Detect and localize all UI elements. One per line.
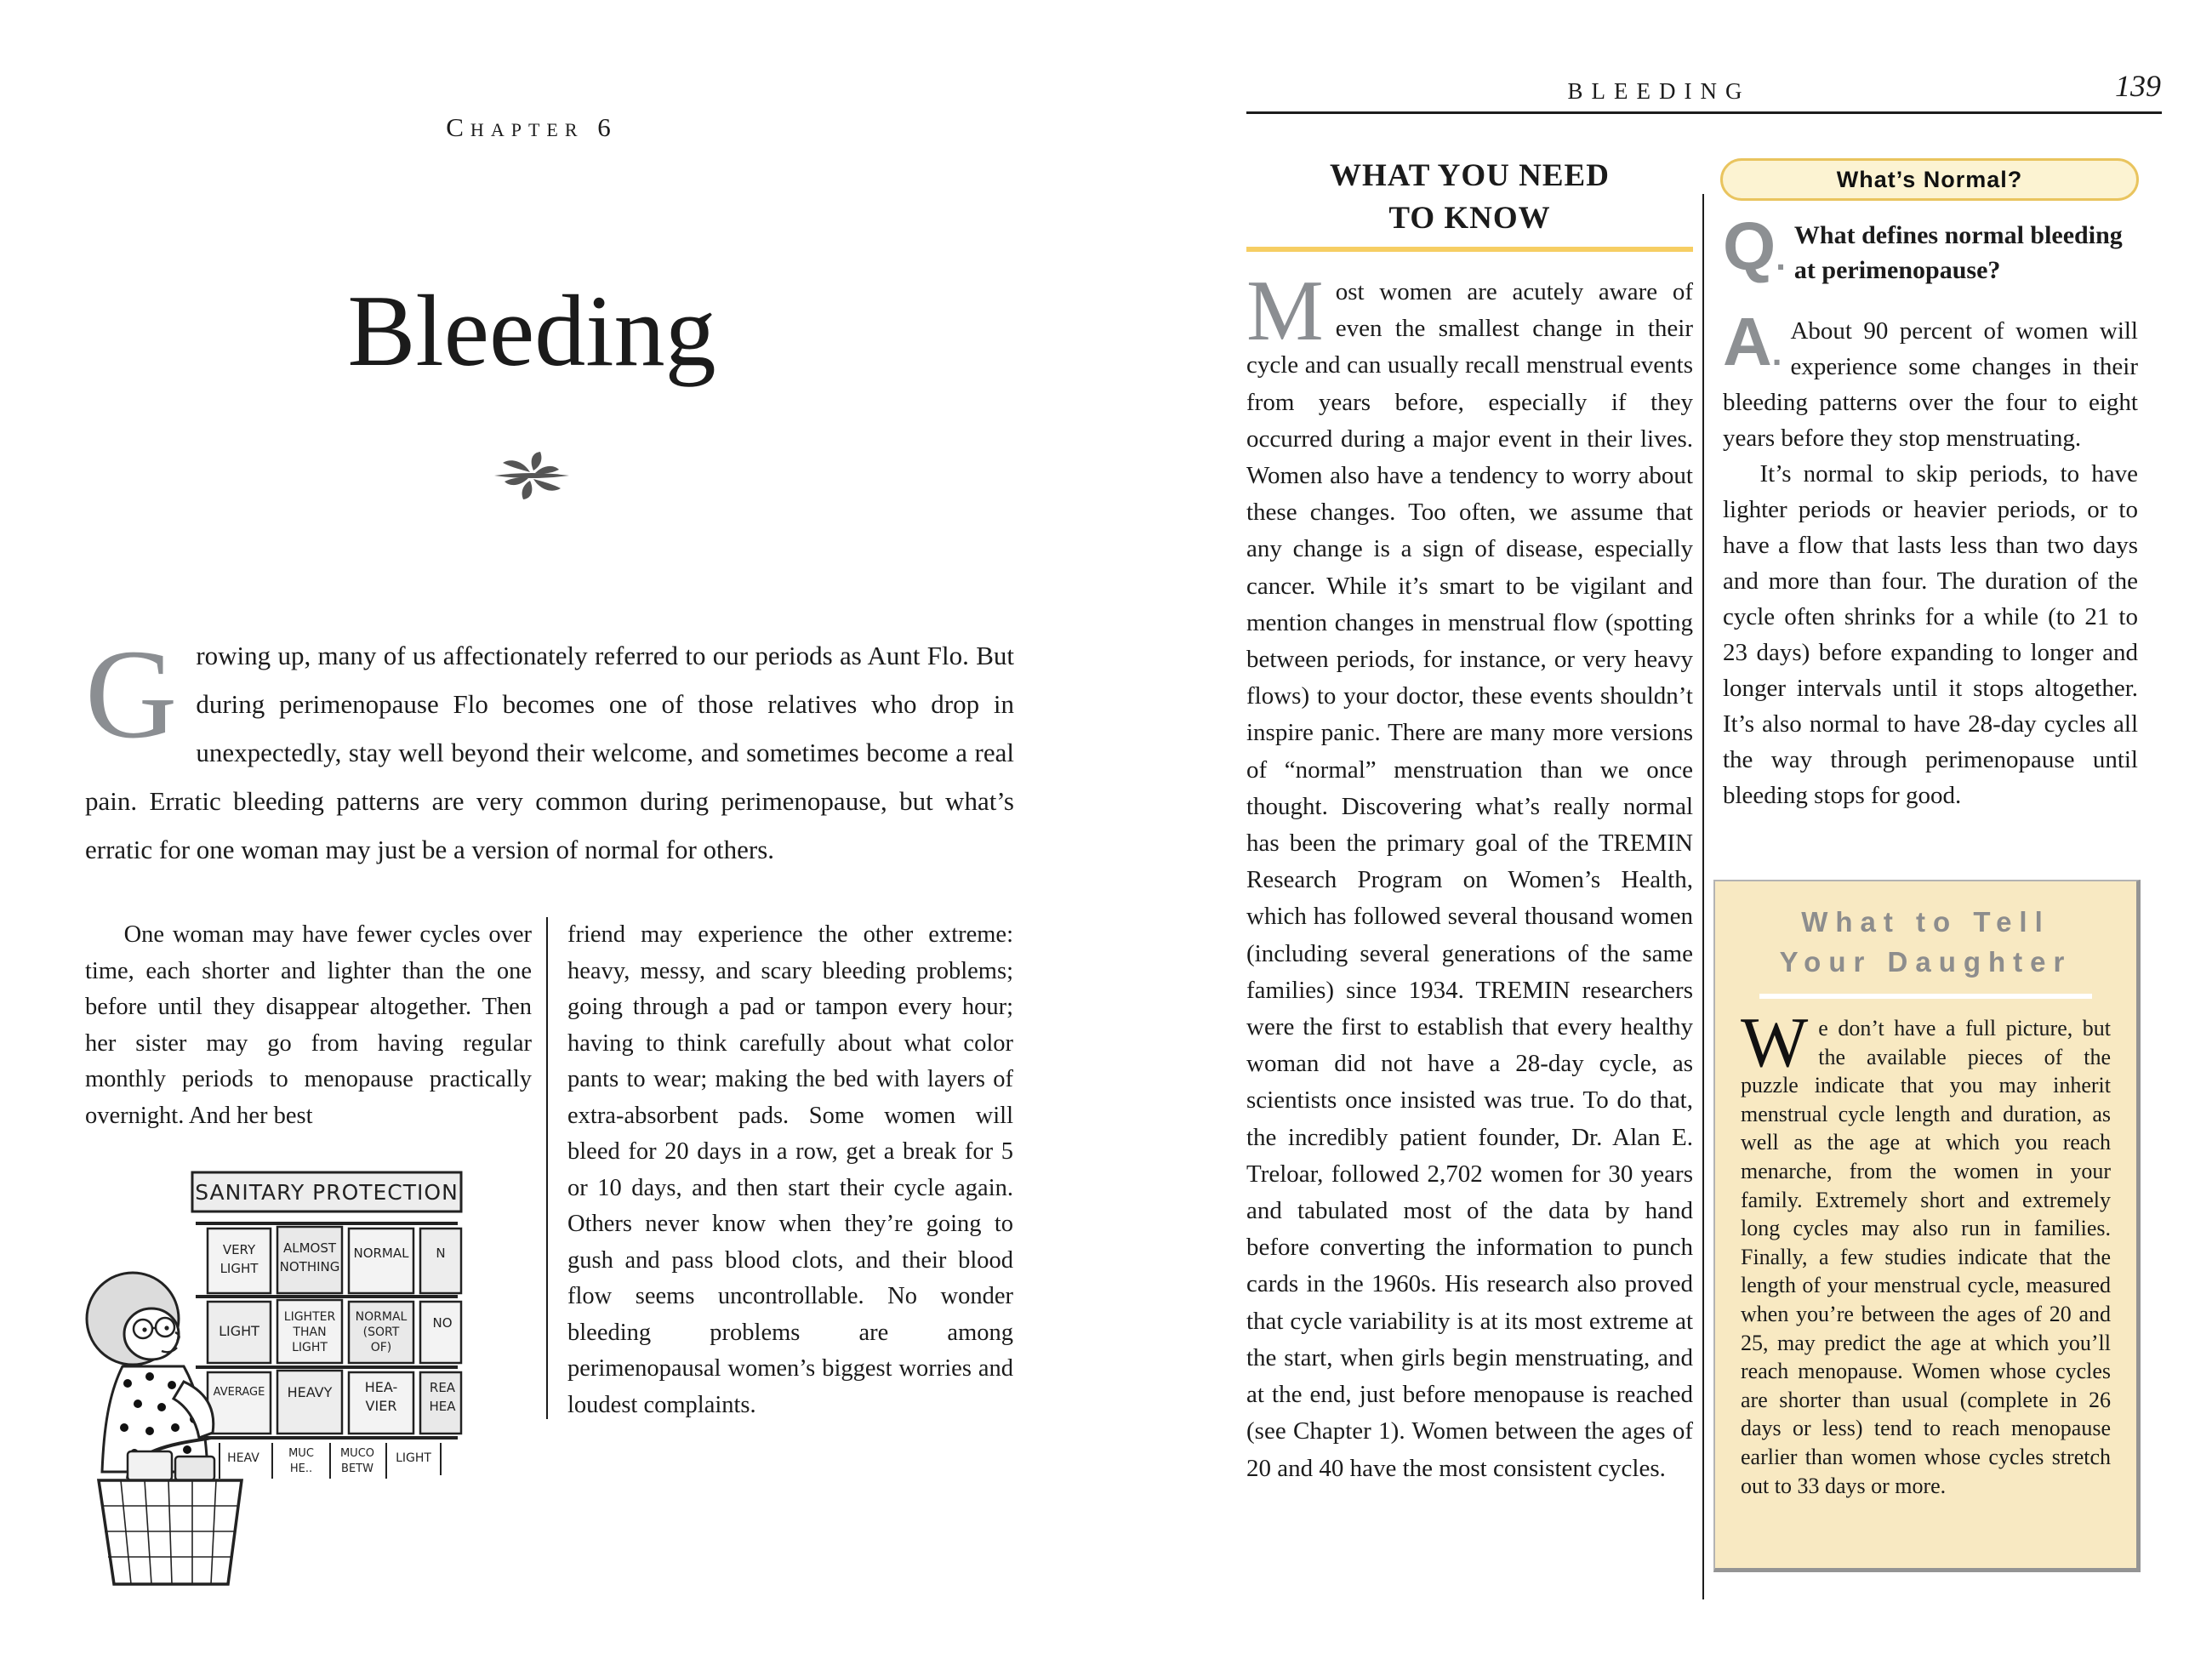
intro-text: rowing up, many of us affectionately referred to our periods as Aunt Flo. But during perimenopause Flo becomes one of those relatives who drop in unexpectedly, stay well beyond their welcome, and sometimes become a real pain. Erratic bleeding patterns are very common during perimenopause, but what’s erratic for one woman may just be a version of normal for others.: [85, 641, 1014, 864]
shelf-label: AVERAGE: [213, 1386, 265, 1399]
shelf-sign-label: SANITARY PROTECTION: [195, 1180, 459, 1205]
answer-paragraph-1: About 90 percent of women will experience some changes in their bleeding patterns over the four to eight years before they stop menstruating.: [1723, 317, 2138, 452]
shelf-label: ALMOST: [282, 1240, 337, 1256]
daughter-box-title-line2: Your Daughter: [1779, 946, 2072, 978]
shelf-label: OF): [370, 1341, 392, 1354]
basket-wires: [101, 1480, 238, 1584]
answer-paragraph-2: It’s normal to skip periods, to have lighter periods or heavier periods, or to have a flow that lasts less than two days and more than four. The duration of the cycle often shrinks for a while (to 21 to 23 days) before expanding to longer and longer intervals until it stops altogether. It’s also normal to have 28-day cycles all the way through perimenopause until bleeding stops for good.: [1723, 460, 2138, 809]
sanitary-protection-cartoon: [49, 1138, 546, 1623]
column-divider-rule: [546, 917, 548, 1419]
daughter-box: [1713, 880, 2141, 1572]
shelf-label: VIER: [365, 1398, 397, 1414]
header-rule: [1246, 111, 2162, 114]
q-dropcap: Q.: [1723, 208, 1786, 284]
main-body-text: ost women are acutely aware of even the smallest change in their cycle and can usually recall menstrual events from years before, especially if they occurred during a major event in their lives. Women also have a tendency to worry about these changes. Too often, we assume that any change is a sign of disease, especially cancer. While it’s smart to be vigilant and mention changes in menstrual flow (spotting between periods, for instance, or very heavy flows) to your doctor, these events shouldn’t inspire panic. There are many more versions of “normal” menstruation than we once thought. Discovering what’s really normal has been the primary goal of the TREMIN Research Program on Women’s Health, which has followed several thousand women (including several generations of the same families) since 1934. TREMIN researchers were the first to establish that every healthy woman did not have a 28-day cycle, as scientists once insisted was true. To do that, the incredibly patient founder, Dr. Alan E. Treloar, followed 2,702 women for 30 years and tabulated most of the data by hand before converting the information to punch cards in the 1960s. His research also proved that cycle variability is at its most extreme at the start, when girls begin menstruating, and at the end, just before menopause is reached (see Chapter 1). Women between the ages of 20 and 40 have the most consistent cycles.: [1246, 278, 1693, 1482]
section-heading: [1246, 155, 1693, 240]
answer-block: [1723, 304, 2138, 813]
sidebar-divider-rule: [1702, 194, 1704, 1599]
shelf-label: MUCO: [339, 1447, 375, 1460]
shelf-label: (SORT: [362, 1325, 400, 1339]
section-heading-line2: TO KNOW: [1388, 201, 1551, 236]
chapter-label: Chapter 6: [446, 112, 618, 142]
shelf-label: NORMAL: [355, 1310, 408, 1324]
shelf-label: HEA-: [364, 1379, 398, 1395]
chapter-title: Bleeding: [347, 274, 716, 387]
shelf-label: NO: [432, 1315, 453, 1331]
shelf-label: LIGHT: [219, 1261, 259, 1276]
daughter-box-paragraph: [1741, 1003, 2111, 1500]
shelf-label: LIGHT: [292, 1341, 328, 1354]
shelf-label: NOTHING: [279, 1259, 340, 1274]
cartoon-illustration: [49, 1138, 546, 1619]
whats-normal-pill: What’s Normal?: [1720, 158, 2139, 201]
fleuron-icon: [491, 449, 573, 502]
page-number: 139: [2115, 69, 2161, 103]
section-heading-line1: WHAT YOU NEED: [1330, 158, 1610, 193]
daughter-box-title: [1741, 902, 2111, 982]
question-text: What defines normal bleeding at perimenopause?: [1793, 221, 2123, 284]
shelf-label: LIGHTER: [283, 1310, 336, 1324]
shelf-label: N: [436, 1246, 446, 1261]
whats-normal-qa: [1723, 208, 2138, 813]
shelf-label: HE..: [289, 1462, 313, 1475]
shelf-label: HEAVY: [287, 1384, 333, 1400]
shelf-label: HEAV: [227, 1451, 259, 1465]
fleuron-ornament: [85, 449, 978, 506]
dropcap-m: M: [1246, 263, 1324, 359]
running-head: BLEEDING: [1567, 78, 1751, 104]
shelf-label: LIGHT: [396, 1451, 431, 1465]
shelf-label: LIGHT: [219, 1323, 259, 1339]
intro-paragraph: [85, 624, 1014, 874]
shelf-label: BETW: [341, 1462, 373, 1475]
left-column-paragraph: One woman may have fewer cycles over time, each shorter and lighter than the one before until they disappear altogether. Then her sister may go from having regular monthly periods to menopause practically overnight. And her best: [85, 921, 532, 1129]
shelf-row-3: [208, 1371, 461, 1434]
daughter-box-title-line1: What to Tell: [1801, 906, 2050, 938]
question-block: [1723, 208, 2138, 288]
shelf-label: REA: [429, 1380, 456, 1395]
daughter-box-rule: [1759, 994, 2093, 999]
main-body-paragraph: [1246, 263, 1693, 1487]
shelf-label: NORMAL: [353, 1246, 409, 1261]
a-dropcap: A.: [1723, 304, 1782, 379]
shelf-label: MUC: [288, 1447, 314, 1460]
daughter-box-text: e don’t have a full picture, but the available pieces of the puzzle indicate that you may inherit menstrual cycle length and duration, as well as the age at which you reach menarche, from the women in your family. Extremely short and extremely long cycles may also run in families. Finally, a few studies indicate that the length of your menstrual cycle, measured when you’re between the ages of 20 and 25, may predict the age at which you’ll reach menopause. Women whose cycles are shorter than usual (complete in 26 days or less) tend to reach menopause earlier than women whose cycles stretch out to 33 days or more.: [1741, 1016, 2111, 1498]
shelf-label: VERY: [222, 1242, 256, 1257]
dropcap-w: W: [1741, 1003, 1809, 1082]
shelf-label: THAN: [293, 1325, 327, 1339]
yellow-accent-rule: [1246, 247, 1693, 252]
right-column-paragraph: friend may experience the other extreme: heavy, messy, and scary bleeding problems; going through a pad or tampon every hour; having to think carefully about what color pants to wear; making the bed with layers of extra-absorbent pads. Some women will bleed for 20 days in a row, get a break for 5 or 10 days, and then start their cycle again. Others never know when they’re going to gush and pass blood clots, and their blood flow seems uncontrollable. No wonder bleeding problems are among perimenopausal women’s biggest worries and loudest complaints.: [567, 921, 1013, 1418]
shelf-label: HEA: [429, 1399, 456, 1414]
dropcap-g: G: [85, 624, 178, 765]
